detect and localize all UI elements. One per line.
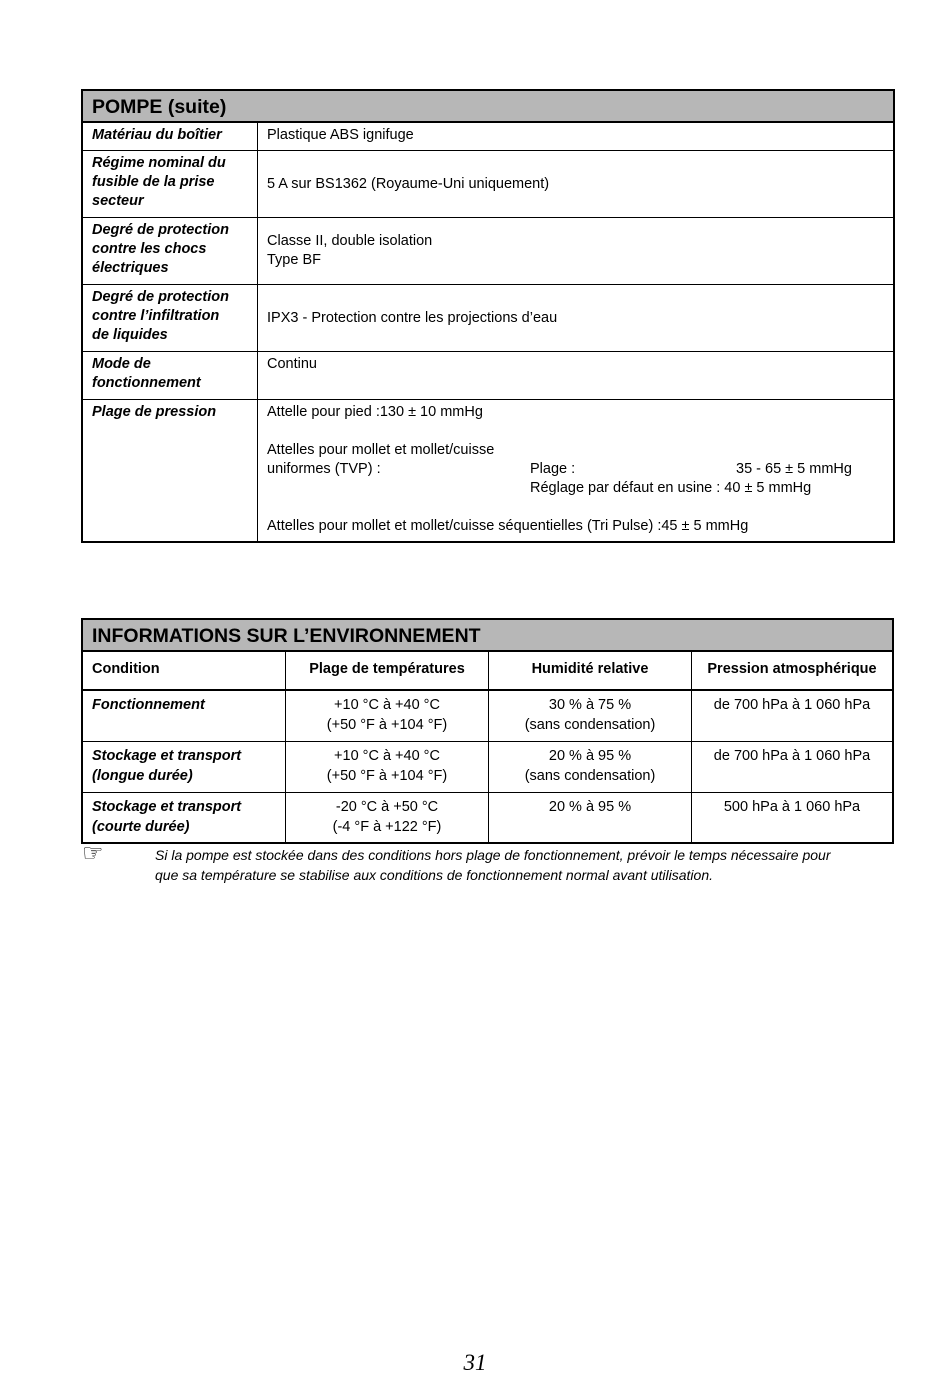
row-value xyxy=(258,400,893,541)
environment-table xyxy=(81,618,894,844)
row-pressure: de 700 hPa à 1 060 hPa xyxy=(713,748,871,764)
row-temperature: -20 °C à +50 °C (-4 °F à +122 °F) xyxy=(286,793,489,842)
header-condition: Condition xyxy=(83,652,286,689)
page-number: 31 xyxy=(463,1350,487,1375)
row-condition: Stockage et transport (courte durée) xyxy=(83,793,286,842)
row-pressure: 500 hPa à 1 060 hPa xyxy=(723,799,861,815)
table-row xyxy=(83,691,892,742)
pump-row-shock xyxy=(83,218,893,285)
note-text: Si la pompe est stockée dans des conditions hors plage de fonctionnement, prévoir le temps nécessaire pour que sa température se stabilise aux conditions de fonctionnement normal avant utilisation. xyxy=(155,847,831,883)
row-label: Degré de protection contre l’infiltration de liquides xyxy=(83,285,258,351)
calf-pressure-grid: uniformes (TVP) : Plage : 35 - 65 ± 5 mmHg Réglage par défaut en usine : 40 ± 5 mmHg xyxy=(267,461,852,496)
row-condition: Fonctionnement xyxy=(83,691,286,741)
row-temperature: +10 °C à +40 °C (+50 °F à +104 °F) xyxy=(286,691,489,741)
sequential-pressure: Attelles pour mollet et mollet/cuisse séquentielles (Tri Pulse) :45 ± 5 mmHg xyxy=(267,518,749,534)
row-label: Plage de pression xyxy=(83,400,258,541)
table-row xyxy=(83,742,892,793)
pump-row-housing xyxy=(83,123,893,151)
row-humidity: 20 % à 95 % xyxy=(489,793,692,842)
row-label: Matériau du boîtier xyxy=(83,123,258,150)
row-temperature: +10 °C à +40 °C (+50 °F à +104 °F) xyxy=(286,742,489,792)
row-value: Classe II, double isolation Type BF xyxy=(267,233,433,268)
environment-table-title: INFORMATIONS SUR L’ENVIRONNEMENT xyxy=(83,620,892,652)
header-pressure: Pression atmosphérique xyxy=(707,661,877,677)
row-label: Régime nominal du fusible de la prise secteur xyxy=(83,151,258,217)
environment-header-row xyxy=(83,652,892,691)
header-temperature: Plage de températures xyxy=(286,652,489,689)
pump-row-liquid xyxy=(83,285,893,352)
pump-table xyxy=(81,89,895,543)
row-pressure: de 700 hPa à 1 060 hPa xyxy=(713,697,871,713)
pump-row-fuse xyxy=(83,151,893,218)
row-condition: Stockage et transport (longue durée) xyxy=(83,742,286,792)
pointing-hand-icon: ☞ xyxy=(82,840,104,867)
row-value: 5 A sur BS1362 (Royaume-Uni uniquement) xyxy=(267,175,550,192)
table-row xyxy=(83,793,892,842)
foot-pressure: Attelle pour pied :130 ± 10 mmHg xyxy=(267,404,483,420)
row-label: Mode de fonctionnement xyxy=(83,352,258,399)
row-humidity: 30 % à 75 % (sans condensation) xyxy=(489,691,692,741)
row-humidity: 20 % à 95 % (sans condensation) xyxy=(489,742,692,792)
pump-table-title: POMPE (suite) xyxy=(83,91,893,123)
pump-row-mode xyxy=(83,352,893,400)
row-value: Continu xyxy=(267,356,317,372)
header-humidity: Humidité relative xyxy=(489,652,692,689)
calf-line: Attelles pour mollet et mollet/cuisse xyxy=(267,442,495,458)
pump-row-pressure xyxy=(83,400,893,541)
row-label: Degré de protection contre les chocs électriques xyxy=(83,218,258,284)
row-value: Plastique ABS ignifuge xyxy=(267,127,414,143)
row-value: IPX3 - Protection contre les projections d’eau xyxy=(267,309,558,326)
